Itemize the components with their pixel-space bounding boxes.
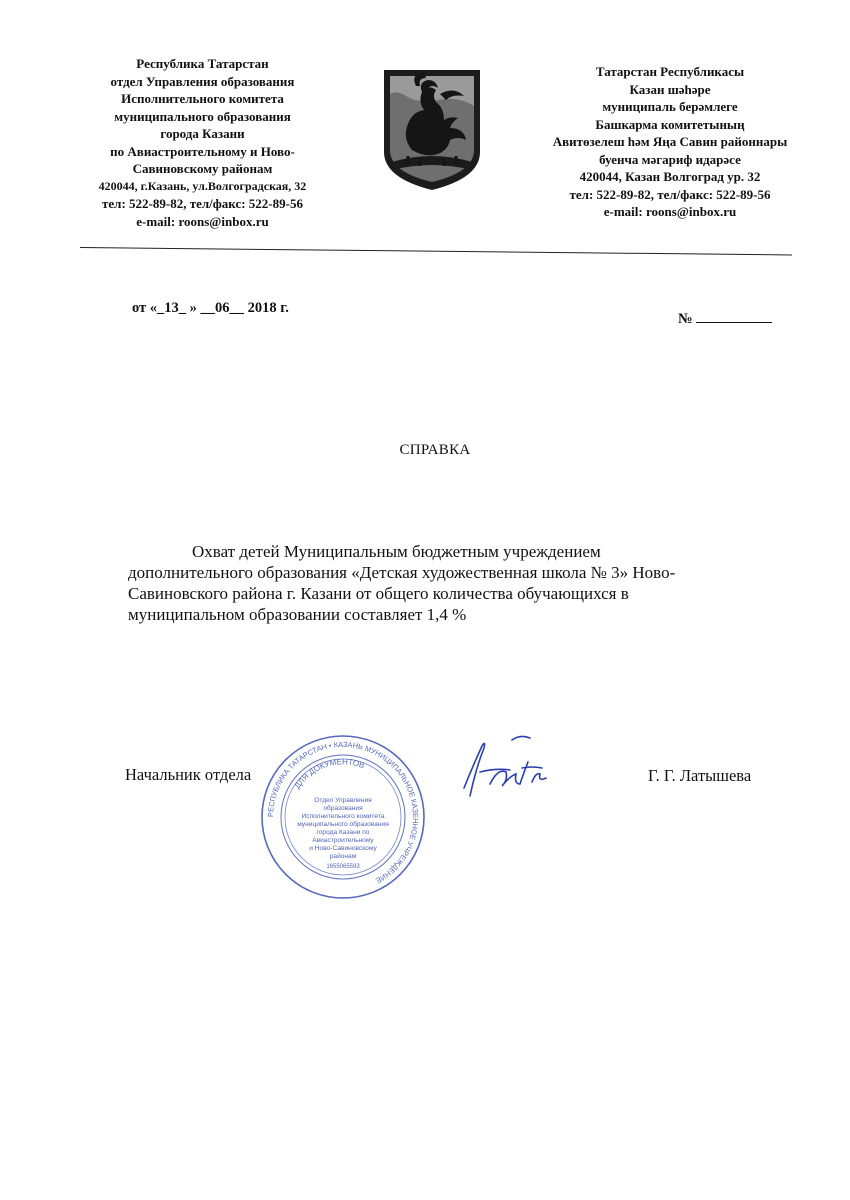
stamp-center-line: Авиастроительному: [312, 837, 374, 844]
stamp-top-text: ДЛЯ ДОКУМЕНТОВ: [292, 757, 366, 791]
document-body: [128, 541, 798, 625]
header-left-russian: [70, 55, 335, 230]
stamp-center-line: и Ново-Савиновскому: [309, 845, 377, 852]
stamp-code: 1655065593: [326, 864, 360, 870]
body-line: дополнительного образования «Детская художественная школа № 3» Ново-: [128, 563, 676, 582]
header-right-tatar: [520, 63, 820, 221]
stamp-center-line: образования: [323, 805, 363, 812]
header-left-line: Республика Татарстан: [136, 56, 269, 71]
kazan-coat-of-arms-emblem: [378, 66, 486, 192]
body-line: муниципальном образовании составляет 1,4 %: [128, 605, 467, 624]
header-right-line: Авитөзелеш һәм Яңа Савин районнары: [552, 134, 788, 149]
header-right-line: муниципаль берәмлеге: [602, 99, 738, 114]
header-left-line: муниципального образования: [114, 108, 291, 124]
document-title: СПРАВКА: [399, 442, 471, 458]
document-number-blank: [696, 308, 772, 323]
header-left-address: 420044, г.Казань, ул.Волгоградская, 32: [98, 178, 307, 193]
header-right-address: 420044, Казан Волгоград ур. 32: [579, 169, 761, 184]
header-left-line: отдел Управления образования: [110, 73, 295, 89]
header-left-phone: тел: 522-89-82, тел/факс: 522-89-56: [102, 196, 303, 211]
signer-name: Г. Г. Латышева: [648, 766, 752, 785]
official-round-stamp: [258, 732, 428, 902]
header-left-line: Исполнительного комитета: [121, 91, 284, 106]
header-right-phone: тел: 522-89-82, тел/факс: 522-89-56: [569, 186, 771, 202]
header-right-line: Башкарма комитетының: [595, 116, 745, 132]
document-number: [678, 308, 772, 328]
header-left-line: Савиновскому районам: [132, 161, 273, 176]
handwritten-signature: [450, 728, 560, 808]
header-right-email: e-mail: roons@inbox.ru: [603, 204, 737, 219]
header-right-line: Казан шәһәре: [629, 81, 711, 97]
signer-position: Начальник отдела: [125, 765, 252, 784]
header-left-line: по Авиастроительному и Ново-: [110, 143, 295, 159]
stamp-center-line: Исполнительного комитета: [301, 813, 385, 820]
header-divider: [80, 247, 792, 255]
body-line: Савиновского района г. Казани от общего количества обучающихся в: [128, 584, 629, 603]
body-line: Охват детей Муниципальным бюджетным учреждением: [192, 542, 601, 561]
header-left-email: e-mail: roons@inbox.ru: [136, 213, 269, 229]
svg-text:ДЛЯ ДОКУМЕНТОВ: [293, 757, 366, 790]
header-right-line: Татарстан Республикасы: [595, 64, 745, 79]
stamp-center-line: Отдел Управления: [314, 797, 372, 804]
stamp-center-line: города Казани по: [316, 829, 370, 836]
document-date: от «_13_ » __06__ 2018 г.: [132, 300, 289, 316]
stamp-center-line: муниципального образования: [297, 821, 389, 828]
header-left-line: города Казани: [160, 126, 245, 141]
stamp-center-line: районам: [329, 853, 357, 860]
document-number-label: №: [678, 311, 693, 327]
header-right-line: буенча мәгариф идарәсе: [599, 151, 741, 167]
stamp-ring-text: РЕСПУБЛИКА ТАТАРСТАН • КАЗАНЬ МУНИЦИПАЛЬНОЕ КАЗЕННОЕ УЧРЕЖДЕНИЕ: [265, 739, 421, 886]
